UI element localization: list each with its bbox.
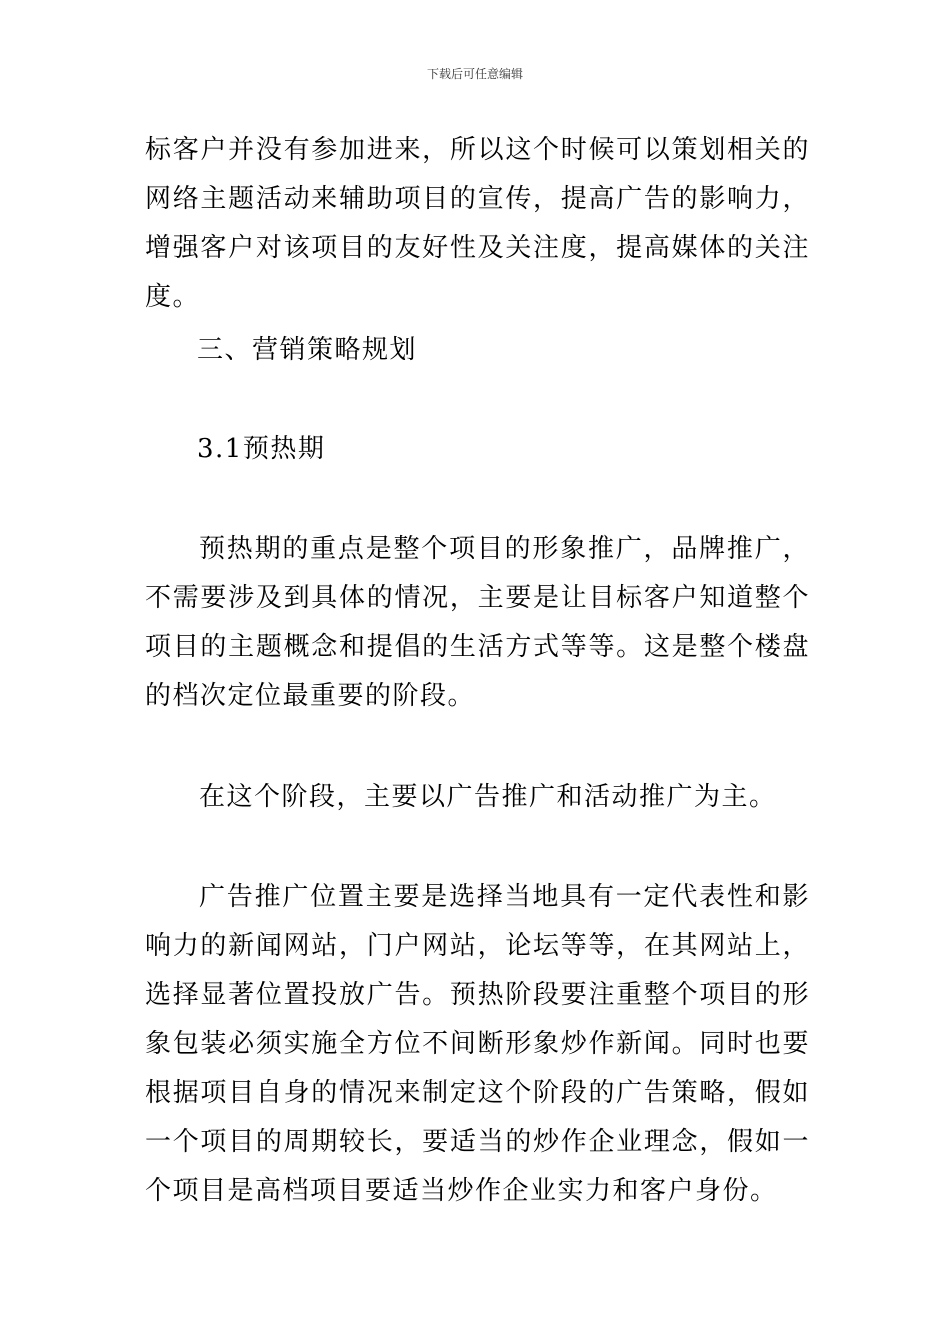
paragraph-preheat-focus: 预热期的重点是整个项目的形象推广，品牌推广，不需要涉及到具体的情况，主要是让目标客户知道整个项目的主题概念和提倡的生活方式等等。这是整个楼盘的档次定位最重要的阶段。 [145,534,810,711]
subsection-heading: 3.1预热期 [197,434,326,464]
page-header-note: 下载后可任意编辑 [426,67,523,81]
paragraph-stage-promotion: 在这个阶段，主要以广告推广和活动推广为主。 [199,782,777,812]
section-heading: 三、营销策略规划 [197,335,418,365]
paragraph-ad-placement: 广告推广位置主要是选择当地具有一定代表性和影响力的新闻网站，门户网站，论坛等等，在其网站上，选择显著位置投放广告。预热阶段要注重整个项目的形象包装必须实施全方位不间断形象炒作新闻。同时也要根据项目自身的情况来制定这个阶段的广告策略，假如一个项目的周期较长，要适当的炒作企业理念，假如一个项目是高档项目要适当炒作企业实力和客户身份。 [145,882,810,1206]
paragraph-intro-continuation: 标客户并没有参加进来，所以这个时候可以策划相关的网络主题活动来辅助项目的宣传，提高广告的影响力，增强客户对该项目的友好性及关注度，提高媒体的关注度。 [145,135,810,312]
